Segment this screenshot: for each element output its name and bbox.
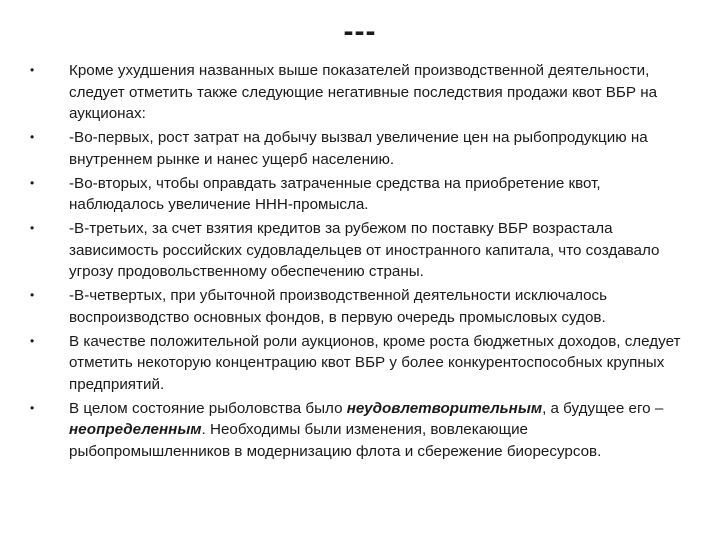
bullet-dot-icon: • [30,175,35,190]
bullet-item-5 [30,285,690,328]
bullet-dot-icon: • [30,130,35,144]
bullet-text-part: , а будущее его – [542,399,664,417]
bullet-text-part: В целом состояние рыболовства было [69,399,347,417]
bullet-text: В качестве положительной роли аукционов, кроме роста бюджетных доходов, следует отметить некоторую концентрацию квот ВБР у более конкурентоспособных крупных предприятий. [69,332,681,393]
bullet-dot-icon: • [30,221,35,235]
bullet-list [30,60,690,465]
bullet-text-part: . Необходимы были изменения, вовлекающие рыбопромышленников в модернизацию флота и сбережение биоресурсов. [69,421,602,460]
bullet-text: -Во-первых, рост затрат на добычу вызвал увеличение цен на рыбопродукцию на внутреннем рынке и нанес ущерб населению. [69,129,648,168]
bullet-item-6 [30,331,690,396]
bullet-text: -В-четвертых, при убыточной производственной деятельности исключалось воспроизводство основных фондов, в первую очередь промысловых судов. [69,287,608,326]
bullet-text: -Во-вторых, чтобы оправдать затраченные средства на приобретение квот, наблюдалось увеличение ННН-промысла. [69,174,601,213]
bullet-item-3 [30,173,690,216]
emphasized-word-uncertain: неопределенным [69,421,202,438]
bullet-dot-icon: • [30,400,35,415]
bullet-text [69,400,663,460]
bullet-item-4 [30,218,690,283]
bullet-text: -В-третьих, за счет взятия кредитов за рубежом по поставку ВБР возрастала зависимость российских судовладельцев от иностранного капитала, что создавало угрозу продовольственному обеспечению страны. [69,220,660,280]
bullet-item-2 [30,127,690,170]
bullet-item-1 [30,60,690,125]
bullet-text: Кроме ухудшения названных выше показателей производственной деятельности, следует отметить также следующие негативные последствия продажи квот ВБР на аукционах: [69,62,658,122]
emphasized-word-unsatisfactory: неудовлетворительным [346,399,543,417]
bullet-item-7 [30,398,690,463]
bullet-dot-icon: • [30,288,35,302]
slide-title: --- [343,15,377,48]
bullet-dot-icon: • [30,333,35,348]
bullet-dot-icon: • [30,63,35,77]
